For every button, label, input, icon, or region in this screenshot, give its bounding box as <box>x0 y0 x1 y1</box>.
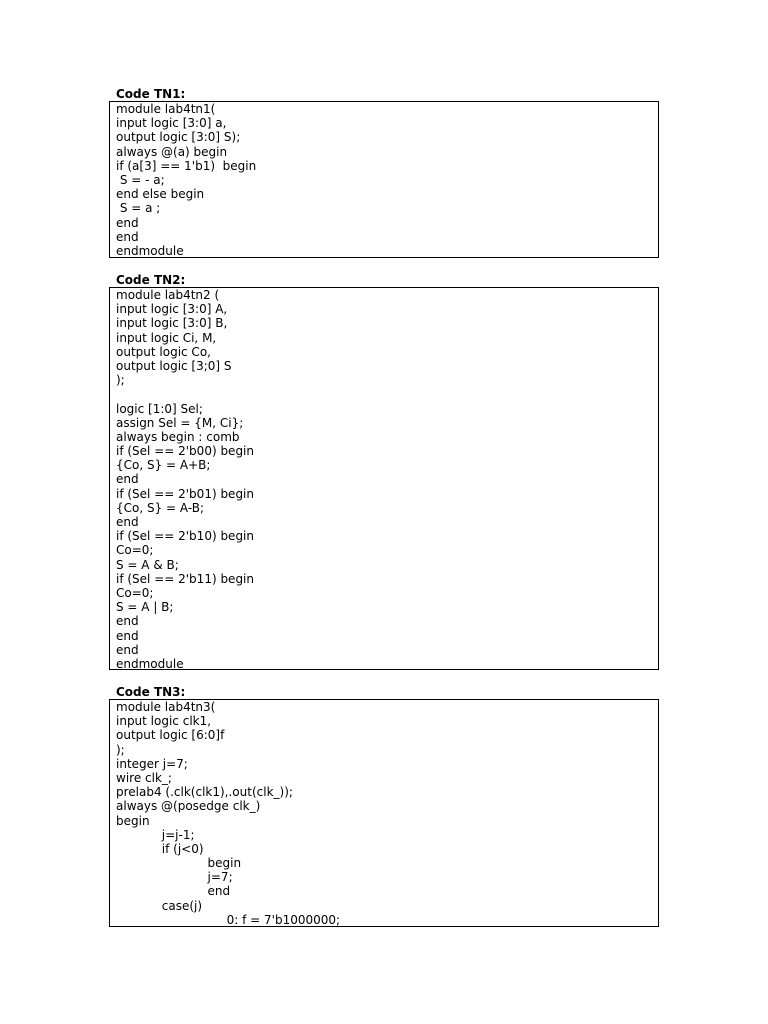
code-line: wire clk_; <box>116 770 172 785</box>
code-line: integer j=7; <box>116 756 188 771</box>
code-box-tn2 <box>109 287 659 670</box>
code-box-tn1 <box>109 101 659 258</box>
code-line: end <box>116 628 139 643</box>
code-line: input logic [3:0] A, <box>116 302 228 317</box>
code-line: S = - a; <box>116 172 165 187</box>
code-line: j=7; <box>116 870 233 885</box>
code-line: input logic Ci, M, <box>116 330 217 345</box>
code-section-tn1 <box>109 87 659 258</box>
code-line: always @(a) begin <box>116 144 228 159</box>
code-section-tn2 <box>109 273 659 670</box>
code-line: logic [1:0] Sel; <box>116 401 203 416</box>
code-line: S = A & B; <box>116 557 179 572</box>
code-line: S = A | B; <box>116 600 174 615</box>
code-line: assign Sel = {M, Ci}; <box>116 415 244 430</box>
code-line: end <box>116 229 139 244</box>
code-line: prelab4 (.clk(clk1),.out(clk_)); <box>116 785 293 800</box>
code-line: input logic [3:0] B, <box>116 316 228 331</box>
code-line: Co=0; <box>116 585 154 600</box>
code-line: end <box>116 515 139 529</box>
code-line: Co=0; <box>116 543 154 558</box>
code-line: if (Sel == 2'b11) begin <box>116 571 254 586</box>
code-line: output logic [6:0]f <box>116 728 225 743</box>
code-line: if (Sel == 2'b01) begin <box>116 486 254 501</box>
code-line: end <box>116 884 231 899</box>
section-heading: Code TN1: <box>116 87 186 101</box>
code-line: end else begin <box>116 187 205 202</box>
code-line: end <box>116 472 139 487</box>
code-line: {Co, S} = A+B; <box>116 458 211 473</box>
code-line: end <box>116 642 139 657</box>
code-line: if (Sel == 2'b00) begin <box>116 444 254 459</box>
section-heading: Code TN3: <box>116 685 186 699</box>
code-line: ); <box>116 742 125 757</box>
code-line: module lab4tn2 ( <box>116 288 220 302</box>
code-line: output logic [3:0] S); <box>116 130 241 145</box>
code-line: begin <box>116 856 242 871</box>
code-box-tn3 <box>109 699 659 927</box>
code-line: 0: f = 7'b1000000; <box>116 912 341 927</box>
code-line: endmodule <box>116 656 184 670</box>
code-line: S = a ; <box>116 201 161 216</box>
code-section-tn3 <box>109 685 659 927</box>
code-line: if (Sel == 2'b10) begin <box>116 529 254 544</box>
code-line <box>116 387 658 401</box>
code-line: module lab4tn1( <box>116 102 216 116</box>
code-line: end <box>116 215 139 230</box>
code-line: ); <box>116 373 125 388</box>
code-line: endmodule <box>116 243 184 258</box>
code-line: j=j-1; <box>116 827 195 842</box>
code-line: module lab4tn3( <box>116 700 216 714</box>
code-line: if (j<0) <box>116 841 204 856</box>
code-line: if (a[3] == 1'b1) begin <box>116 158 257 173</box>
code-line: always @(posedge clk_) <box>116 799 261 814</box>
code-line: case(j) <box>116 898 203 913</box>
section-heading: Code TN2: <box>116 273 186 287</box>
code-line: output logic [3;0] S <box>116 358 232 373</box>
code-line: input logic [3:0] a, <box>116 116 227 131</box>
code-line: input logic clk1, <box>116 714 212 729</box>
code-line: end <box>116 614 139 629</box>
code-line: begin <box>116 813 150 828</box>
code-line: output logic Co, <box>116 344 211 359</box>
code-line: always begin : comb <box>116 429 240 444</box>
code-line: {Co, S} = A-B; <box>116 500 205 515</box>
